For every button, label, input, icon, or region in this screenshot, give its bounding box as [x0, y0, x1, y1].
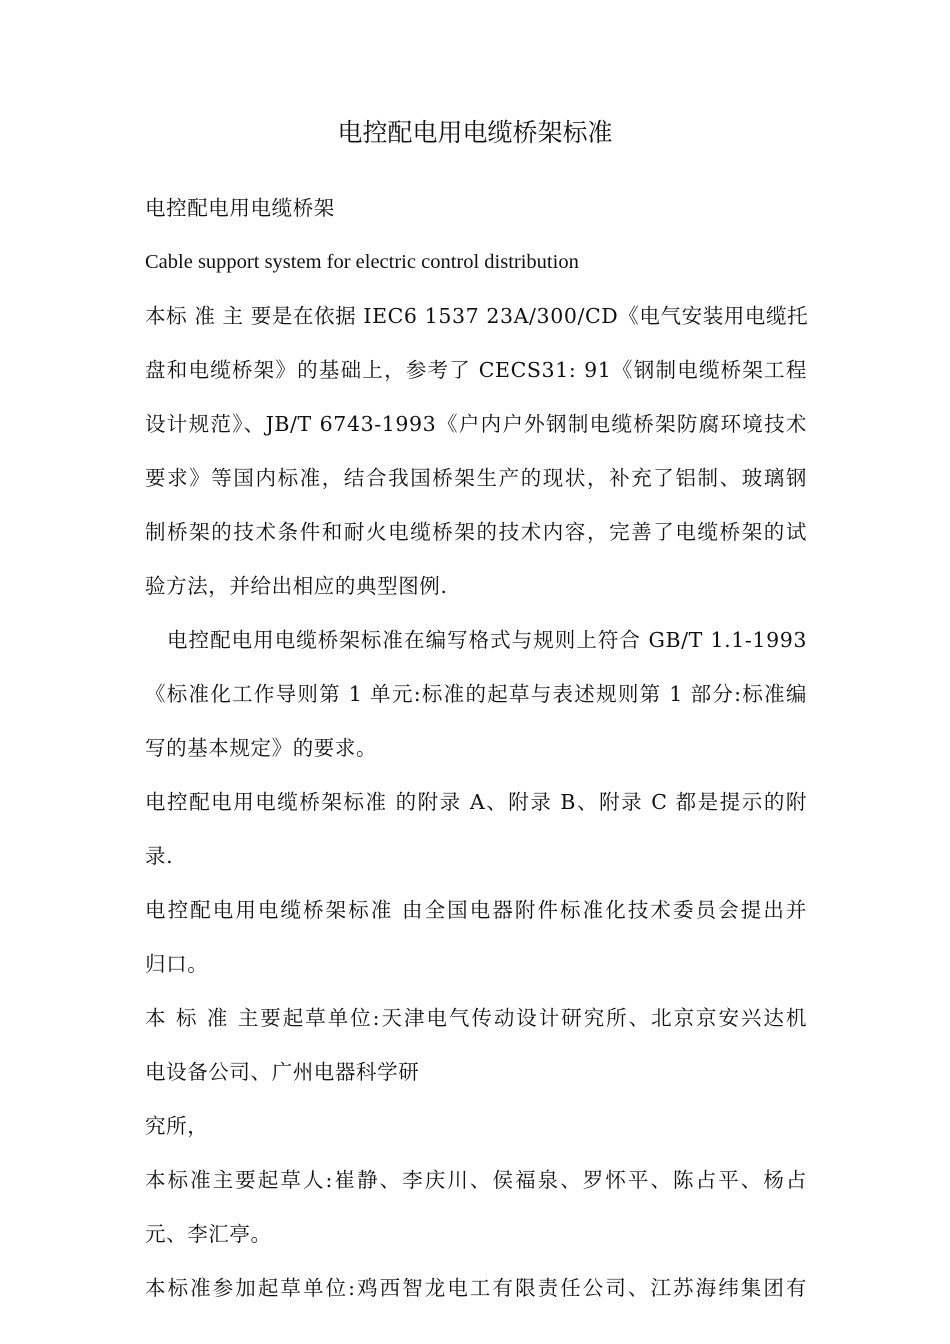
paragraph-line: 本标 准 主 要是在依据 IEC6 1537 23A/300/CD《电气安装用电缆托 — [145, 304, 809, 328]
paragraph-line: 要求》等国内标准，结合我国桥架生产的现状，补充了铝制、玻璃钢 — [145, 466, 807, 490]
paragraph-line: 《标准化工作导则第 1 单元:标准的起草与表述规则第 1 部分:标准编 — [145, 682, 807, 706]
paragraph-line: 写的基本规定》的要求。 — [145, 736, 378, 760]
paragraph-line: 本标准参加起草单位:鸡西智龙电工有限责任公司、江苏海纬集团有 — [145, 1276, 807, 1300]
subtitle-cn: 电控配电用电缆桥架 — [145, 196, 335, 220]
paragraph-line: 验方法，并给出相应的典型图例. — [145, 574, 448, 598]
paragraph-line: 制桥架的技术条件和耐火电缆桥架的技术内容，完善了电缆桥架的试 — [145, 520, 807, 544]
paragraph-line: 电控配电用电缆桥架标准 由全国电器附件标准化技术委员会提出并 — [145, 898, 807, 922]
document-title: 电控配电用电缆桥架标准 — [337, 118, 613, 147]
paragraph-line: 本标准主要起草人:崔静、李庆川、侯福泉、罗怀平、陈占平、杨占 — [145, 1168, 807, 1192]
paragraph-line: 电设备公司、广州电器科学研 — [145, 1060, 420, 1084]
paragraph-line: 电控配电用电缆桥架标准 的附录 A、附录 B、附录 C 都是提示的附 — [145, 790, 807, 814]
paragraph-line: 究所， — [145, 1114, 209, 1138]
paragraph-line: 本 标 准 主要起草单位:天津电气传动设计研究所、北京京安兴达机 — [145, 1006, 807, 1030]
paragraph-line: 元、李汇亭。 — [145, 1222, 272, 1246]
paragraph-line: 归口。 — [145, 952, 209, 976]
paragraph-line: 设计规范》、JB/T 6743-1993《户内户外钢制电缆桥架防腐环境技术 — [145, 412, 807, 436]
paragraph-line: 盘和电缆桥架》的基础上，参考了 CECS31: 91《钢制电缆桥架工程 — [145, 358, 807, 382]
document-body — [145, 181, 807, 1315]
paragraph-line: 录. — [145, 844, 174, 868]
paragraph-line: 电控配电用电缆桥架标准在编写格式与规则上符合 GB/T 1.1-1993 — [167, 628, 807, 652]
subtitle-en: Cable support system for electric control distribution — [145, 251, 579, 273]
